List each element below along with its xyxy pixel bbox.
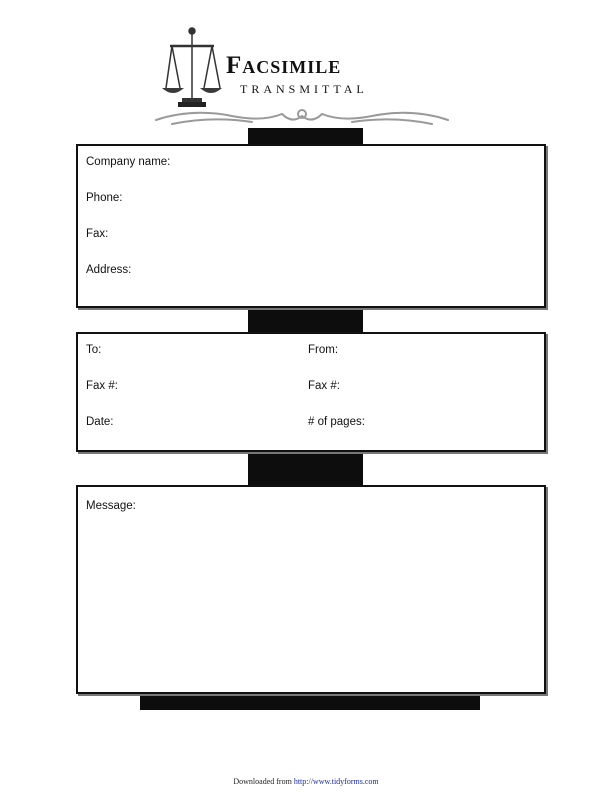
footer-prefix: Downloaded from — [233, 777, 292, 786]
to-label: To: — [86, 344, 102, 356]
footer-link[interactable]: http://www.tidyforms.com — [293, 777, 379, 786]
company-info-box — [76, 144, 546, 308]
form-title: Facsimile — [226, 52, 342, 79]
date-label: Date: — [86, 416, 114, 428]
fax-label: Fax: — [86, 228, 109, 240]
header-tab-bar — [248, 128, 363, 144]
footer-credit — [0, 777, 612, 786]
message-box — [76, 485, 546, 694]
footer-bar — [140, 692, 480, 710]
routing-info-box — [76, 332, 546, 452]
company-name-label: Company name: — [86, 156, 171, 168]
divider-tab-bar — [248, 307, 363, 332]
to-fax-label: Fax #: — [86, 380, 118, 392]
scales-of-justice-icon — [160, 26, 224, 108]
message-label: Message: — [86, 500, 136, 512]
form-subtitle: TRANSMITTAL — [240, 82, 368, 96]
address-label: Address: — [86, 264, 132, 276]
from-fax-label: Fax #: — [308, 380, 340, 392]
from-label: From: — [308, 344, 339, 356]
pages-label: # of pages: — [308, 416, 365, 428]
ornamental-flourish — [152, 106, 452, 128]
phone-label: Phone: — [86, 192, 123, 204]
divider-tab-bar — [248, 451, 363, 485]
